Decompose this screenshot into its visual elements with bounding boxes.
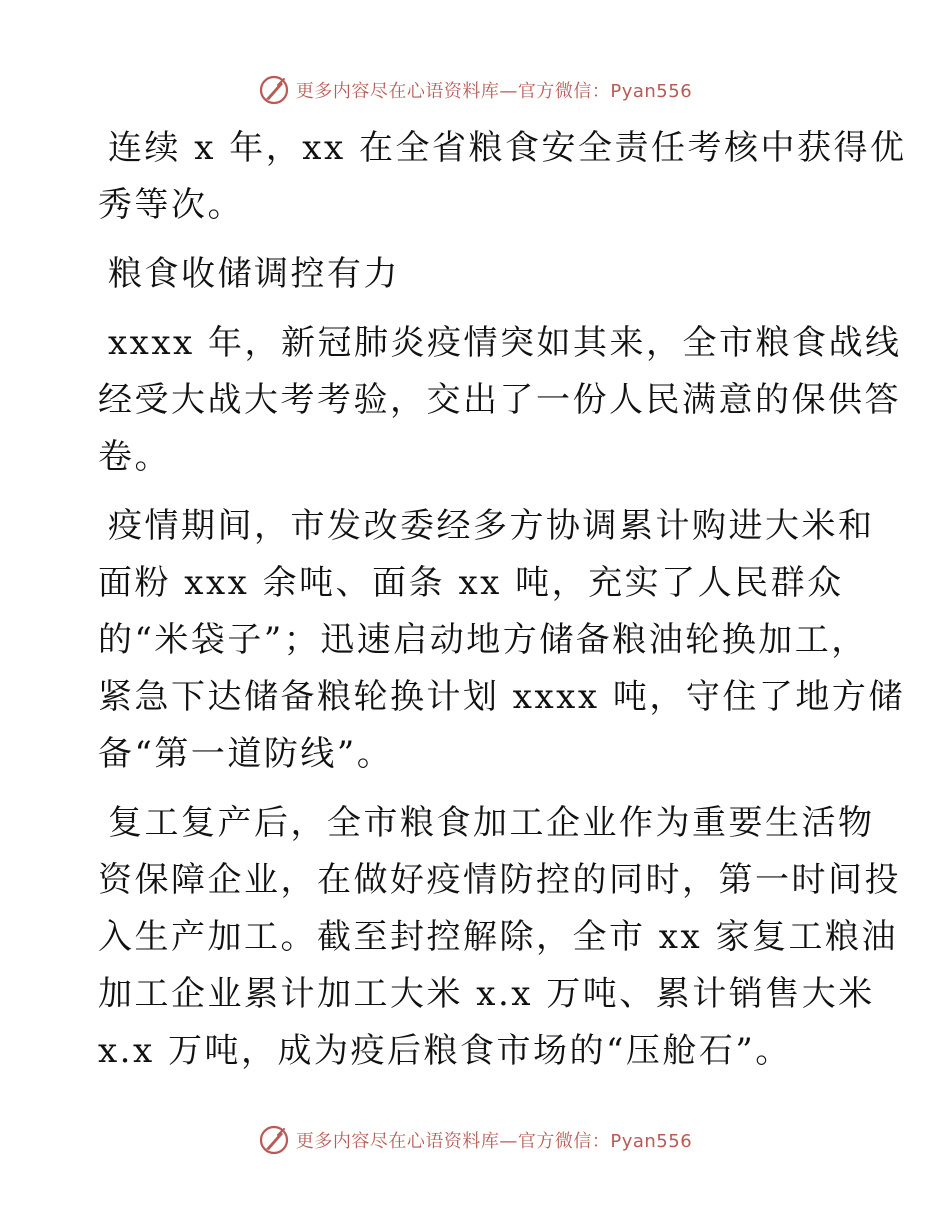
- text-line: 疫情期间，市发改委经多方协调累计购进大米和: [108, 506, 875, 546]
- paragraph: [98, 795, 901, 1080]
- text-line: 经受大战大考考验，交出了一份人民满意的保供答: [98, 380, 901, 420]
- text-line: 入生产加工。截至封控解除，全市 xx 家复工粮油: [98, 917, 898, 957]
- text-line: 紧急下达储备粮轮换计划 xxxx 吨，守住了地方储: [98, 677, 905, 717]
- paragraph: [98, 120, 907, 234]
- text-line: 面粉 xxx 余吨、面条 xx 吨，充实了人民群众: [98, 563, 844, 603]
- section-heading: [98, 246, 858, 303]
- text-line: 复工复产后，全市粮食加工企业作为重要生活物: [108, 803, 875, 843]
- footer-watermark: [0, 1120, 950, 1160]
- watermark-text: 更多内容尽在心语资料库—官方微信：Pyan556: [295, 81, 693, 102]
- feather-pen-logo-icon: [258, 1124, 290, 1156]
- feather-pen-logo-icon: [258, 74, 290, 106]
- header-watermark: [0, 70, 950, 110]
- paragraph: [98, 498, 905, 783]
- text-line: 加工企业累计加工大米 x.x 万吨、累计销售大米: [98, 974, 875, 1014]
- text-line: 连续 x 年，xx 在全省粮食安全责任考核中获得优: [108, 128, 907, 168]
- watermark-text: 更多内容尽在心语资料库—官方微信：Pyan556: [295, 1131, 693, 1152]
- text-line: 的“米袋子”；迅速启动地方储备粮油轮换加工，: [98, 620, 868, 660]
- text-line: 卷。: [98, 437, 171, 477]
- text-line: 资保障企业，在做好疫情防控的同时，第一时间投: [98, 860, 901, 900]
- paragraph: [98, 315, 902, 486]
- document-body: [98, 120, 907, 1092]
- text-line: 粮食收储调控有力: [108, 254, 400, 294]
- text-line: 备“第一道防线”。: [98, 734, 394, 774]
- text-line: x.x 万吨，成为疫后粮食市场的“压舱石”。: [98, 1031, 792, 1071]
- text-line: xxxx 年，新冠肺炎疫情突如其来，全市粮食战线: [108, 323, 902, 363]
- text-line: 秀等次。: [98, 185, 244, 225]
